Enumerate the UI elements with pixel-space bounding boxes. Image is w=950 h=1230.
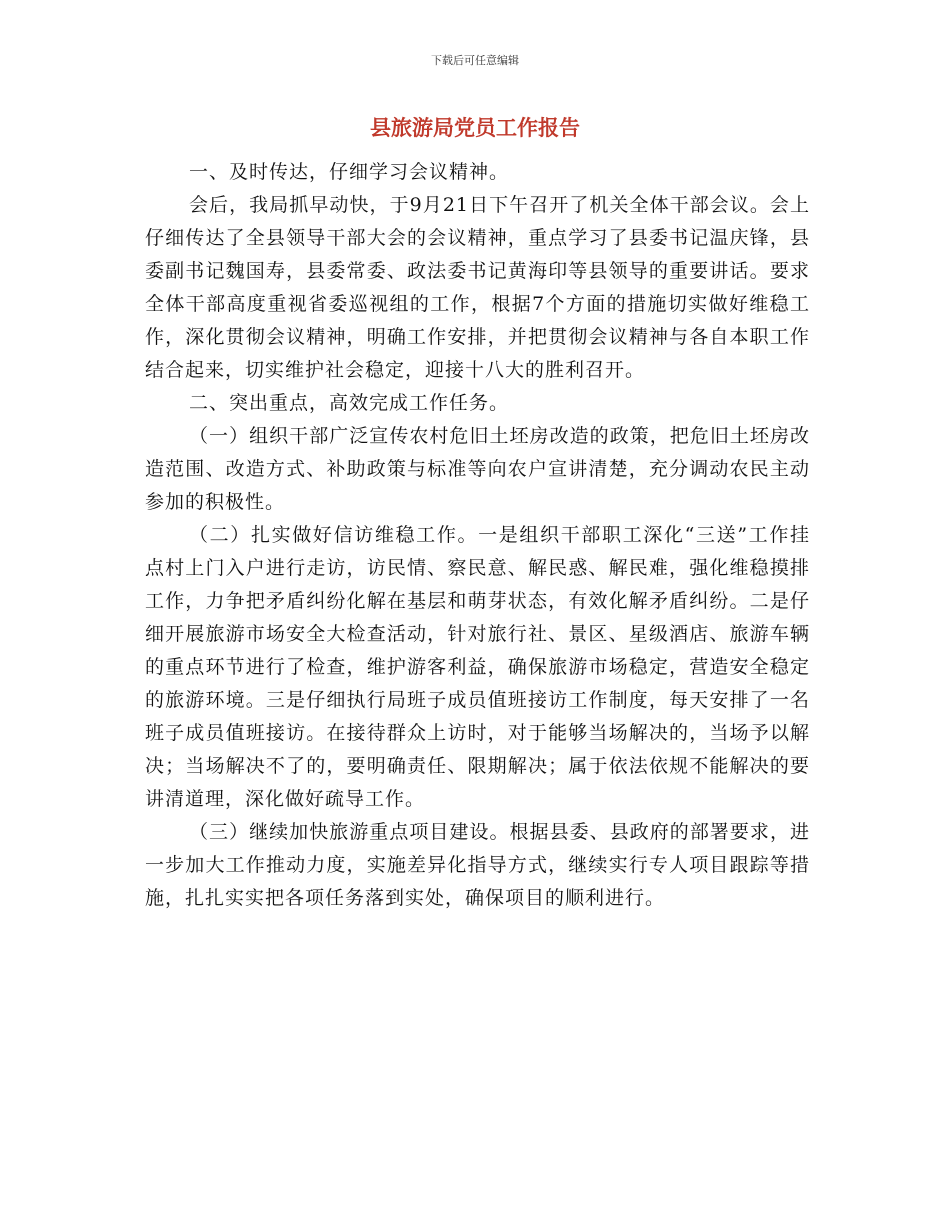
section-heading-1: 一、及时传达，仔细学习会议精神。	[189, 161, 510, 183]
paragraph-meeting: 会后，我局抓早动快，于9月21日下午召开了机关全体干部会议。会上仔细传达了全县领导干部大会的会议精神，重点学习了县委书记温庆锋，县委副书记魏国寿，县委常委、政法委书记黄海印等县领导的重要讲话。要求全体干部高度重视省委巡视组的工作，根据7个方面的措施切实做好维稳工作，深化贯彻会议精神，明确工作安排，并把贯彻会议精神与各自本职工作结合起来，切实维护社会稳定，迎接十八大的胜利召开。	[145, 194, 810, 381]
paragraph-item-2: （二）扎实做好信访维稳工作。一是组织干部职工深化“三送”工作挂点村上门入户进行走访，访民情、察民意、解民惑、解民难，强化维稳摸排工作，力争把矛盾纠纷化解在基层和萌芽状态，有效化解矛盾纠纷。二是仔细开展旅游市场安全大检查活动，针对旅行社、景区、星级酒店、旅游车辆的重点环节进行了检查，维护游客利益，确保旅游市场稳定，营造安全稳定的旅游环境。三是仔细执行局班子成员值班接访工作制度，每天安排了一名班子成员值班接访。在接待群众上访时，对于能够当场解决的，当场予以解决；当场解决不了的，要明确责任、限期解决；属于依法依规不能解决的要讲清道理，深化做好疏导工作。	[145, 524, 810, 810]
header-note: 下载后可任意编辑	[431, 54, 519, 67]
section-heading-2: 二、突出重点，高效完成工作任务。	[189, 392, 510, 414]
paragraph-item-1: （一）组织干部广泛宣传农村危旧土坯房改造的政策，把危旧土坯房改造范围、改造方式、补助政策与标准等向农户宣讲清楚，充分调动农民主动参加的积极性。	[145, 425, 810, 513]
paragraph-item-3: （三）继续加快旅游重点项目建设。根据县委、县政府的部署要求，进一步加大工作推动力度，实施差异化指导方式，继续实行专人项目跟踪等措施，扎扎实实把各项任务落到实处，确保项目的顺利进行。	[145, 821, 810, 909]
document-title: 县旅游局党员工作报告	[370, 116, 580, 140]
document-body	[145, 156, 810, 915]
